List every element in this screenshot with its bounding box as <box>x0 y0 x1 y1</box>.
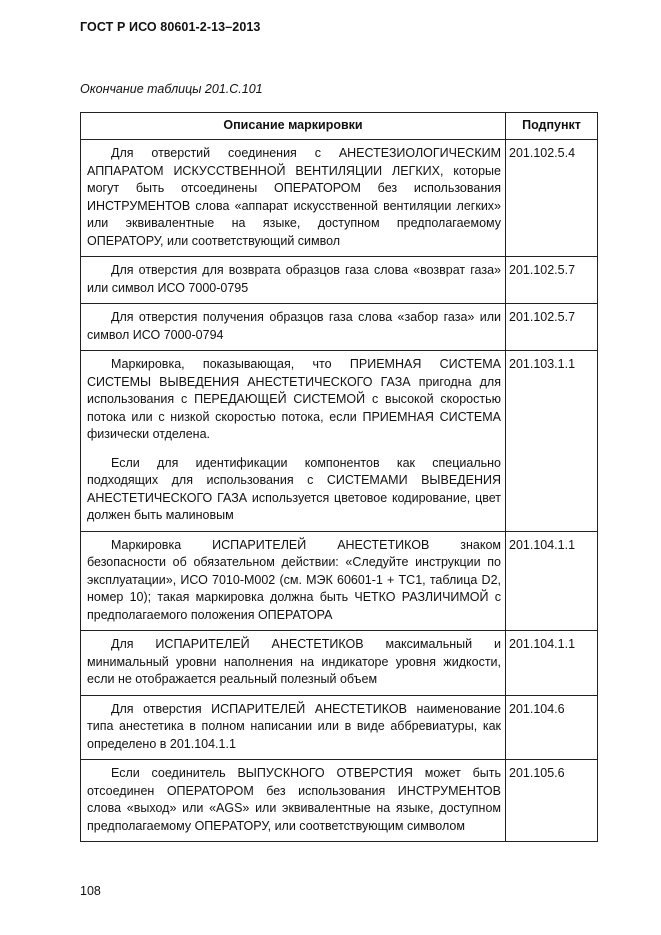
description-paragraph: Если для идентификации компонентов как специально подходящих для использования с СИСТЕМАМИ ВЫВЕДЕНИЯ АНЕСТЕТИЧЕСКОГО ГАЗА используется цветовое кодирование, цвет должен быть малиновым <box>87 455 501 522</box>
description-cell <box>81 631 506 696</box>
description-paragraph: Если соединитель ВЫПУСКНОГО ОТВЕРСТИЯ может быть отсоединен ОПЕРАТОРОМ без использования ИНСТРУМЕНТОВ слова «выход» или «AGS» или эквивалентные на языке, доступном предполагаемому ОПЕРАТОРУ, или соответствующим символом <box>87 766 501 833</box>
table-row <box>81 695 598 760</box>
description-cell <box>81 695 506 760</box>
description-cell <box>81 257 506 304</box>
description-cell <box>81 304 506 351</box>
description-paragraph: Для отверстия для возврата образцов газа слова «возврат газа» или символ ИСО 7000-0795 <box>87 263 501 295</box>
column-header-description: Описание маркировки <box>81 113 506 140</box>
description-paragraph: Для отверстия ИСПАРИТЕЛЕЙ АНЕСТЕТИКОВ наименование типа анестетика в полном написании или в виде аббревиатуры, как определено в 201.104.1.1 <box>87 701 501 751</box>
table-row <box>81 257 598 304</box>
page-number: 108 <box>80 884 101 898</box>
table-row <box>81 531 598 631</box>
subclause-cell: 201.104.1.1 <box>506 531 598 631</box>
description-cell <box>81 140 506 257</box>
table-row <box>81 631 598 696</box>
description-cell <box>81 351 506 532</box>
description-cell <box>81 760 506 842</box>
table-header-row <box>81 113 598 140</box>
subclause-cell: 201.102.5.7 <box>506 304 598 351</box>
description-paragraph: Для ИСПАРИТЕЛЕЙ АНЕСТЕТИКОВ максимальный и минимальный уровни наполнения на индикаторе уровня жидкости, если не отображается реальный полезный объем <box>87 637 501 686</box>
document-header: ГОСТ Р ИСО 80601-2-13–2013 <box>80 20 261 34</box>
marking-table <box>80 112 598 842</box>
subclause-cell: 201.105.6 <box>506 760 598 842</box>
description-paragraph: Маркировка, показывающая, что ПРИЕМНАЯ СИСТЕМА СИСТЕМЫ ВЫВЕДЕНИЯ АНЕСТЕТИЧЕСКОГО ГАЗА пригодна для использования с ПЕРЕДАЮЩЕЙ СИСТЕМОЙ с высокой скоростью потока или с низкой скоростью потока, если ПРИЕМНАЯ СИСТЕМА физически отделена. <box>87 357 501 441</box>
description-paragraph: Для отверстий соединения с АНЕСТЕЗИОЛОГИЧЕСКИМ АППАРАТОМ ИСКУССТВЕННОЙ ВЕНТИЛЯЦИИ ЛЕГКИХ, которые могут быть отсоединены ОПЕРАТОРОМ без использования ИНСТРУМЕНТОВ слова «аппарат искусственной вентиляции легких» или эквивалентные на языке, доступном предполагаемому ОПЕРАТОРУ, или соответствующий символ <box>87 146 501 248</box>
subclause-cell: 201.104.1.1 <box>506 631 598 696</box>
table-row <box>81 760 598 842</box>
description-paragraph: Маркировка ИСПАРИТЕЛЕЙ АНЕСТЕТИКОВ знаком безопасности об обязательном действии: «Следуйте инструкции по эксплуатации», ИСО 7010-М002 (см. МЭК 60601-1 + ТС1, таблица D2, номер 10); такая маркировка должна быть ЧЕТКО РАЗЛИЧИМОЙ с предполагаемого положения ОПЕРАТОРА <box>87 537 501 622</box>
table-row <box>81 304 598 351</box>
description-cell <box>81 531 506 631</box>
subclause-cell: 201.104.6 <box>506 695 598 760</box>
table-caption: Окончание таблицы 201.C.101 <box>80 82 263 96</box>
description-paragraph: Для отверстия получения образцов газа слова «забор газа» или символ ИСО 7000-0794 <box>87 310 501 342</box>
column-header-subclause: Подпункт <box>506 113 598 140</box>
subclause-cell: 201.102.5.7 <box>506 257 598 304</box>
subclause-cell: 201.103.1.1 <box>506 351 598 532</box>
subclause-cell: 201.102.5.4 <box>506 140 598 257</box>
table-row <box>81 351 598 532</box>
table-row <box>81 140 598 257</box>
